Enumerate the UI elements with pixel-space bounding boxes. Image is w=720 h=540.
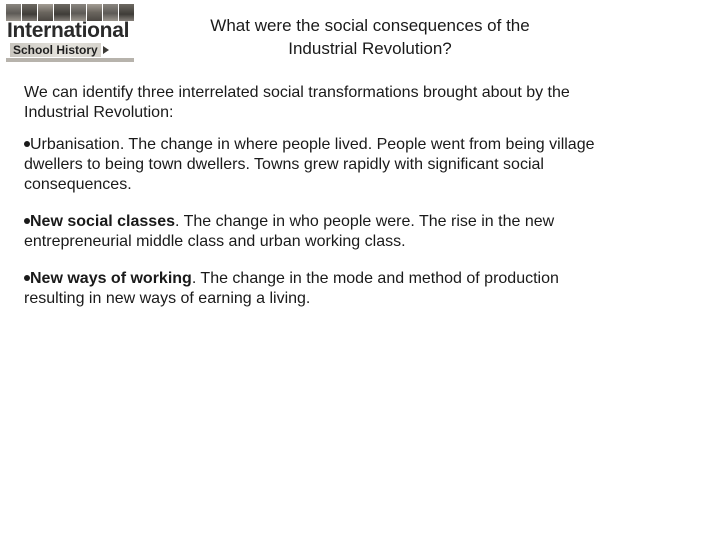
logo-title: International <box>7 19 130 42</box>
bullet-new-ways-of-working <box>24 269 704 309</box>
intro-line-2: Industrial Revolution: <box>24 104 174 121</box>
bullet-text-line-2: resulting in new ways of earning a living. <box>24 290 311 307</box>
bullet-text-line-1: . The change in the mode and method of production <box>191 270 559 287</box>
bullet-text-line-3: consequences. <box>24 176 132 193</box>
bullet-text-line-1: . The change in where people lived. People went from being village <box>119 136 595 153</box>
page-title <box>160 14 580 60</box>
logo-subtitle-wrap <box>10 43 109 57</box>
bullet-text-line-2: entrepreneurial middle class and urban working class. <box>24 233 406 250</box>
logo <box>6 4 134 62</box>
bullet-new-social-classes <box>24 212 704 252</box>
bullet-dot-icon <box>24 218 30 224</box>
logo-subtitle: School History <box>10 43 101 57</box>
bullet-term: Urbanisation <box>30 136 120 153</box>
page-title-line-2: Industrial Revolution? <box>288 39 452 58</box>
bullet-dot-icon <box>24 275 30 281</box>
intro-line-1: We can identify three interrelated social transformations brought about by the <box>24 84 570 101</box>
bullet-dot-icon <box>24 141 30 147</box>
bullet-term: New social classes <box>30 213 175 230</box>
bullet-urbanisation <box>24 135 704 195</box>
logo-band <box>6 58 134 62</box>
intro-paragraph <box>24 83 704 123</box>
bullet-text-line-2: dwellers to being town dwellers. Towns grew rapidly with significant social <box>24 156 544 173</box>
bullet-text-line-1: . The change in who people were. The rise in the new <box>174 213 555 230</box>
arrow-right-icon <box>103 46 109 54</box>
page-title-line-1: What were the social consequences of the <box>210 16 530 35</box>
content-body <box>24 83 704 326</box>
bullet-term: New ways of working <box>30 270 192 287</box>
